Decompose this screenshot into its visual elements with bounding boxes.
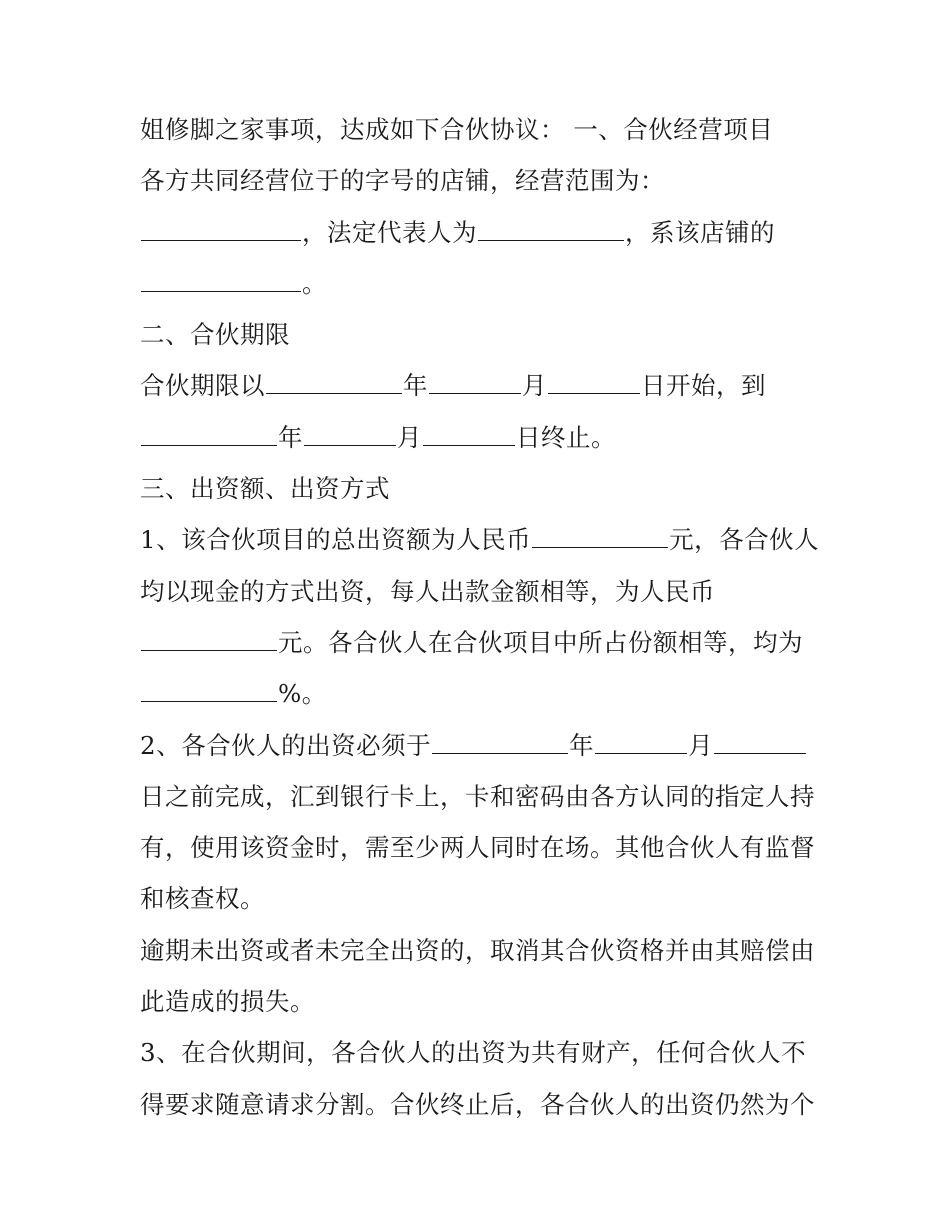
text-line [140, 617, 820, 668]
fill-blank [141, 272, 301, 292]
text-line [140, 873, 820, 924]
section-heading [140, 463, 820, 514]
text-span: 各方共同经营位于的字号的店铺，经营范围为： [140, 166, 665, 196]
text-span: 逾期未出资或者未完全出资的，取消其合伙资格并由其赔偿由 [140, 935, 815, 965]
text-line [140, 1027, 820, 1078]
text-span: 。 [302, 268, 327, 298]
fill-blank [266, 374, 402, 394]
fill-blank [532, 528, 668, 548]
text-span: 和核查权。 [140, 884, 265, 914]
fill-blank [423, 426, 515, 446]
fill-blank [429, 374, 521, 394]
document-page [140, 104, 820, 1130]
fill-blank [432, 734, 568, 754]
fill-blank [141, 426, 277, 446]
text-line [140, 104, 820, 155]
fill-blank [304, 426, 396, 446]
text-span: 月 [397, 422, 422, 452]
text-span: 日开始，到 [641, 371, 766, 401]
text-span: 得要求随意请求分割。合伙终止后，各合伙人的出资仍然为个 [140, 1089, 815, 1119]
text-line [140, 720, 820, 771]
fill-blank [141, 221, 301, 241]
text-span: 2、各合伙人的出资必须于 [140, 730, 432, 760]
text-span: 此造成的损失。 [140, 987, 315, 1017]
text-line [140, 155, 820, 206]
text-line [140, 976, 820, 1027]
text-line [140, 1079, 820, 1130]
text-span: 年 [278, 422, 303, 452]
text-line [140, 771, 820, 822]
text-span: 月 [688, 730, 714, 760]
text-line [140, 668, 820, 719]
fill-blank [141, 631, 277, 651]
fill-blank [714, 734, 806, 754]
text-span: 月 [522, 371, 547, 401]
text-span: 均以现金的方式出资，每人出款金额相等，为人民币 [140, 576, 715, 606]
section-heading [140, 309, 820, 360]
text-line [140, 514, 820, 565]
text-line [140, 566, 820, 617]
text-span: 有，使用该资金时，需至少两人同时在场。其他合伙人有监督 [140, 833, 815, 863]
text-line [140, 207, 820, 258]
text-line [140, 822, 820, 873]
text-line [140, 360, 820, 411]
text-span: 年 [569, 730, 595, 760]
text-span: 元，各合伙人 [669, 525, 820, 555]
fill-blank [548, 374, 640, 394]
text-span: 合伙期限以 [140, 371, 265, 401]
text-line [140, 412, 820, 463]
text-span: 元。各合伙人在合伙项目中所占份额相等，均为 [278, 627, 803, 657]
text-line [140, 925, 820, 976]
text-span: 3、在合伙期间，各合伙人的出资为共有财产，任何合伙人不 [140, 1038, 807, 1068]
text-span: 日之前完成，汇到银行卡上，卡和密码由各方认同的指定人持 [140, 781, 815, 811]
text-span: 三、出资额、出资方式 [140, 474, 390, 504]
fill-blank [478, 221, 624, 241]
text-span: 日终止。 [516, 422, 616, 452]
text-span: 年 [403, 371, 428, 401]
text-span: 姐修脚之家事项，达成如下合伙协议： 一、合伙经营项目 [140, 115, 774, 144]
fill-blank [595, 734, 687, 754]
text-span: ，系该店铺的 [625, 217, 775, 247]
text-span: %。 [278, 679, 327, 709]
fill-blank [141, 682, 277, 702]
text-span: ，法定代表人为 [302, 217, 477, 247]
text-line [140, 258, 820, 309]
text-span: 1、该合伙项目的总出资额为人民币 [140, 525, 532, 555]
text-span: 二、合伙期限 [140, 320, 290, 350]
